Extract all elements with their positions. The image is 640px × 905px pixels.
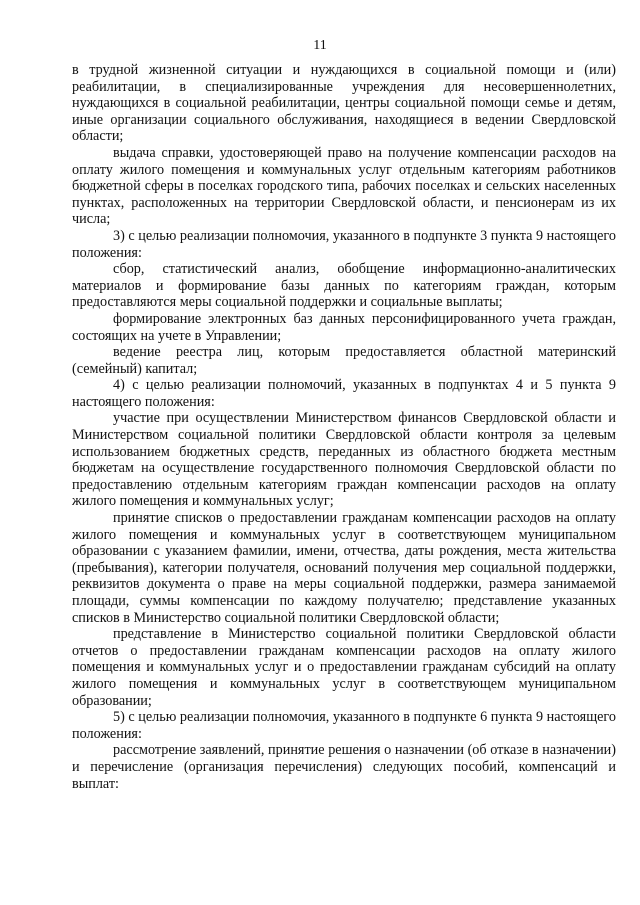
document-body [72, 62, 616, 792]
paragraph-data-collection: сбор, статистический анализ, обобщение информационно-аналитических материалов и формирование базы данных по категориям граждан, которым предоставляются меры социальной поддержки и социальные выплаты; [72, 261, 616, 311]
paragraph-control-participation: участие при осуществлении Министерством финансов Свердловской области и Министерством социальной политики Свердловской области контроля за целевым использованием бюджетных средств, переданных из областного бюджета местным бюджетам на осуществление государственного полномочия Свердловской области по предоставлению отдельным категориям граждан компенсации расходов на оплату жилого помещения и коммунальных услуг; [72, 410, 616, 510]
paragraph-continuation: в трудной жизненной ситуации и нуждающихся в социальной помощи и (или) реабилитации, в специализированные учреждения для несовершеннолетних, нуждающихся в социальной реабилитации, центры социальной помощи семье и детям, иные организации социального обслуживания, находящиеся в ведении Свердловской области; [72, 62, 616, 145]
paragraph-applications-review: рассмотрение заявлений, принятие решения о назначении (об отказе в назначении) и перечисление (организация перечисления) следующих пособий, компенсаций и выплат: [72, 742, 616, 792]
paragraph-item-3-intro: 3) с целью реализации полномочия, указанного в подпункте 3 пункта 9 настоящего положения: [72, 227, 616, 261]
paragraph-reports-submission: представление в Министерство социальной политики Свердловской области отчетов о предоставлении гражданам компенсации расходов на оплату жилого помещения и коммунальных услуг и о предоставлении гражданам субсидий на оплату жилого помещения и коммунальных услуг в соответствующем муниципальном образовании; [72, 626, 616, 709]
paragraph-lists-acceptance: принятие списков о предоставлении гражданам компенсации расходов на оплату жилого помещения и коммунальных услуг в соответствующем муниципальном образовании с указанием фамилии, имени, отчества, даты рождения, места жительства (пребывания), категории получателя, оснований получения мер социальной поддержки, реквизитов документа о праве на меры социальной поддержки, размера занимаемой площади, суммы компенсации по каждому получателю; представление указанных списков в Министерство социальной политики Свердловской области; [72, 510, 616, 626]
page-number: 11 [313, 38, 327, 53]
paragraph-certificate-issuance: выдача справки, удостоверяющей право на получение компенсации расходов на оплату жилого помещения и коммунальных услуг отдельным категориям работников бюджетной сферы в поселках городского типа, рабочих поселках и сельских населенных пунктах, расположенных на территории Свердловской области, и пенсионерам из их числа; [72, 144, 616, 228]
paragraph-registry: ведение реестра лиц, которым предоставляется областной материнский (семейный) капитал; [72, 344, 616, 377]
paragraph-item-4-intro: 4) с целью реализации полномочий, указанных в подпунктах 4 и 5 пункта 9 настоящего положения: [72, 377, 616, 410]
paragraph-item-5-intro: 5) с целью реализации полномочия, указанного в подпункте 6 пункта 9 настоящего положения: [72, 709, 616, 742]
paragraph-electronic-databases: формирование электронных баз данных персонифицированного учета граждан, состоящих на учете в Управлении; [72, 310, 616, 344]
